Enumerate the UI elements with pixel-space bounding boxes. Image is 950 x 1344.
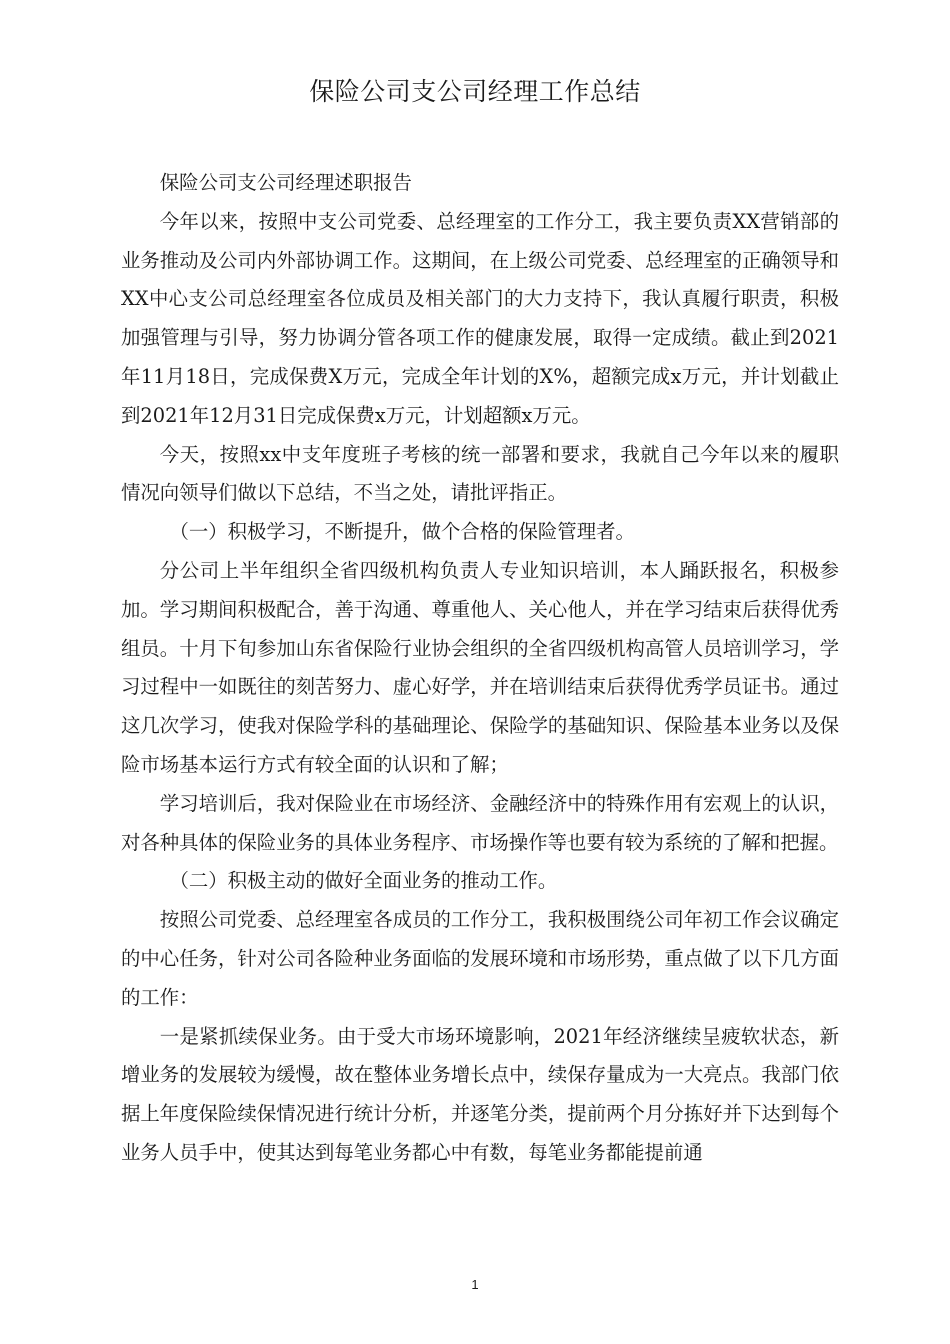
document-body bbox=[121, 164, 839, 1173]
body-paragraph: 保险公司支公司经理述职报告 bbox=[159, 171, 412, 194]
section-heading: （一）积极学习，不断提升，做个合格的保险管理者。 bbox=[169, 520, 635, 544]
body-paragraph: 今年以来，按照中支公司党委、总经理室的工作分工，我主要负责XX营销部的业务推动及公司内外部协调工作。这期间，在上级公司党委、总经理室的正确领导和XX中心支公司总经理室各位成员及相关部门的大力支持下，我认真履行职责，积极加强管理与引导，努力协调分管各项工作的健康发展，取得一定成绩。截止到2021年11月18日，完成保费X万元，完成全年计划的X%，超额完成x万元，并计划截止到2021年12月31日完成保费x万元，计划超额x万元。 bbox=[121, 209, 839, 427]
document-title: 保险公司支公司经理工作总结 bbox=[309, 77, 641, 106]
page-number: 1 bbox=[471, 1277, 479, 1292]
body-paragraph: 一是紧抓续保业务。由于受大市场环境影响，2021年经济继续呈疲软状态，新增业务的发展较为缓慢，故在整体业务增长点中，续保存量成为一大亮点。我部门依据上年度保险续保情况进行统计分析，并逐笔分类，提前两个月分拣好并下达到每个业务人员手中，使其达到每笔业务都心中有数，每笔业务都能提前通 bbox=[121, 1024, 839, 1164]
body-paragraph: 学习培训后，我对保险业在市场经济、金融经济中的特殊作用有宏观上的认识，对各种具体的保险业务的具体业务程序、市场操作等也要有较为系统的了解和把握。 bbox=[121, 791, 839, 854]
section-heading: （二）积极主动的做好全面业务的推动工作。 bbox=[169, 869, 558, 893]
body-paragraph: 按照公司党委、总经理室各成员的工作分工，我积极围绕公司年初工作会议确定的中心任务，针对公司各险种业务面临的发展环境和市场形势，重点做了以下几方面的工作： bbox=[121, 908, 839, 1009]
body-paragraph: 今天，按照xx中支年度班子考核的统一部署和要求，我就自己今年以来的履职情况向领导们做以下总结，不当之处，请批评指正。 bbox=[121, 442, 839, 505]
body-paragraph: 分公司上半年组织全省四级机构负责人专业知识培训，本人踊跃报名，积极参加。学习期间积极配合，善于沟通、尊重他人、关心他人，并在学习结束后获得优秀组员。十月下旬参加山东省保险行业协会组织的全省四级机构高管人员培训学习，学习过程中一如既往的刻苦努力、虚心好学，并在培训结束后获得优秀学员证书。通过这几次学习，使我对保险学科的基础理论、保险学的基础知识、保险基本业务以及保险市场基本运行方式有较全面的认识和了解； bbox=[121, 558, 839, 776]
